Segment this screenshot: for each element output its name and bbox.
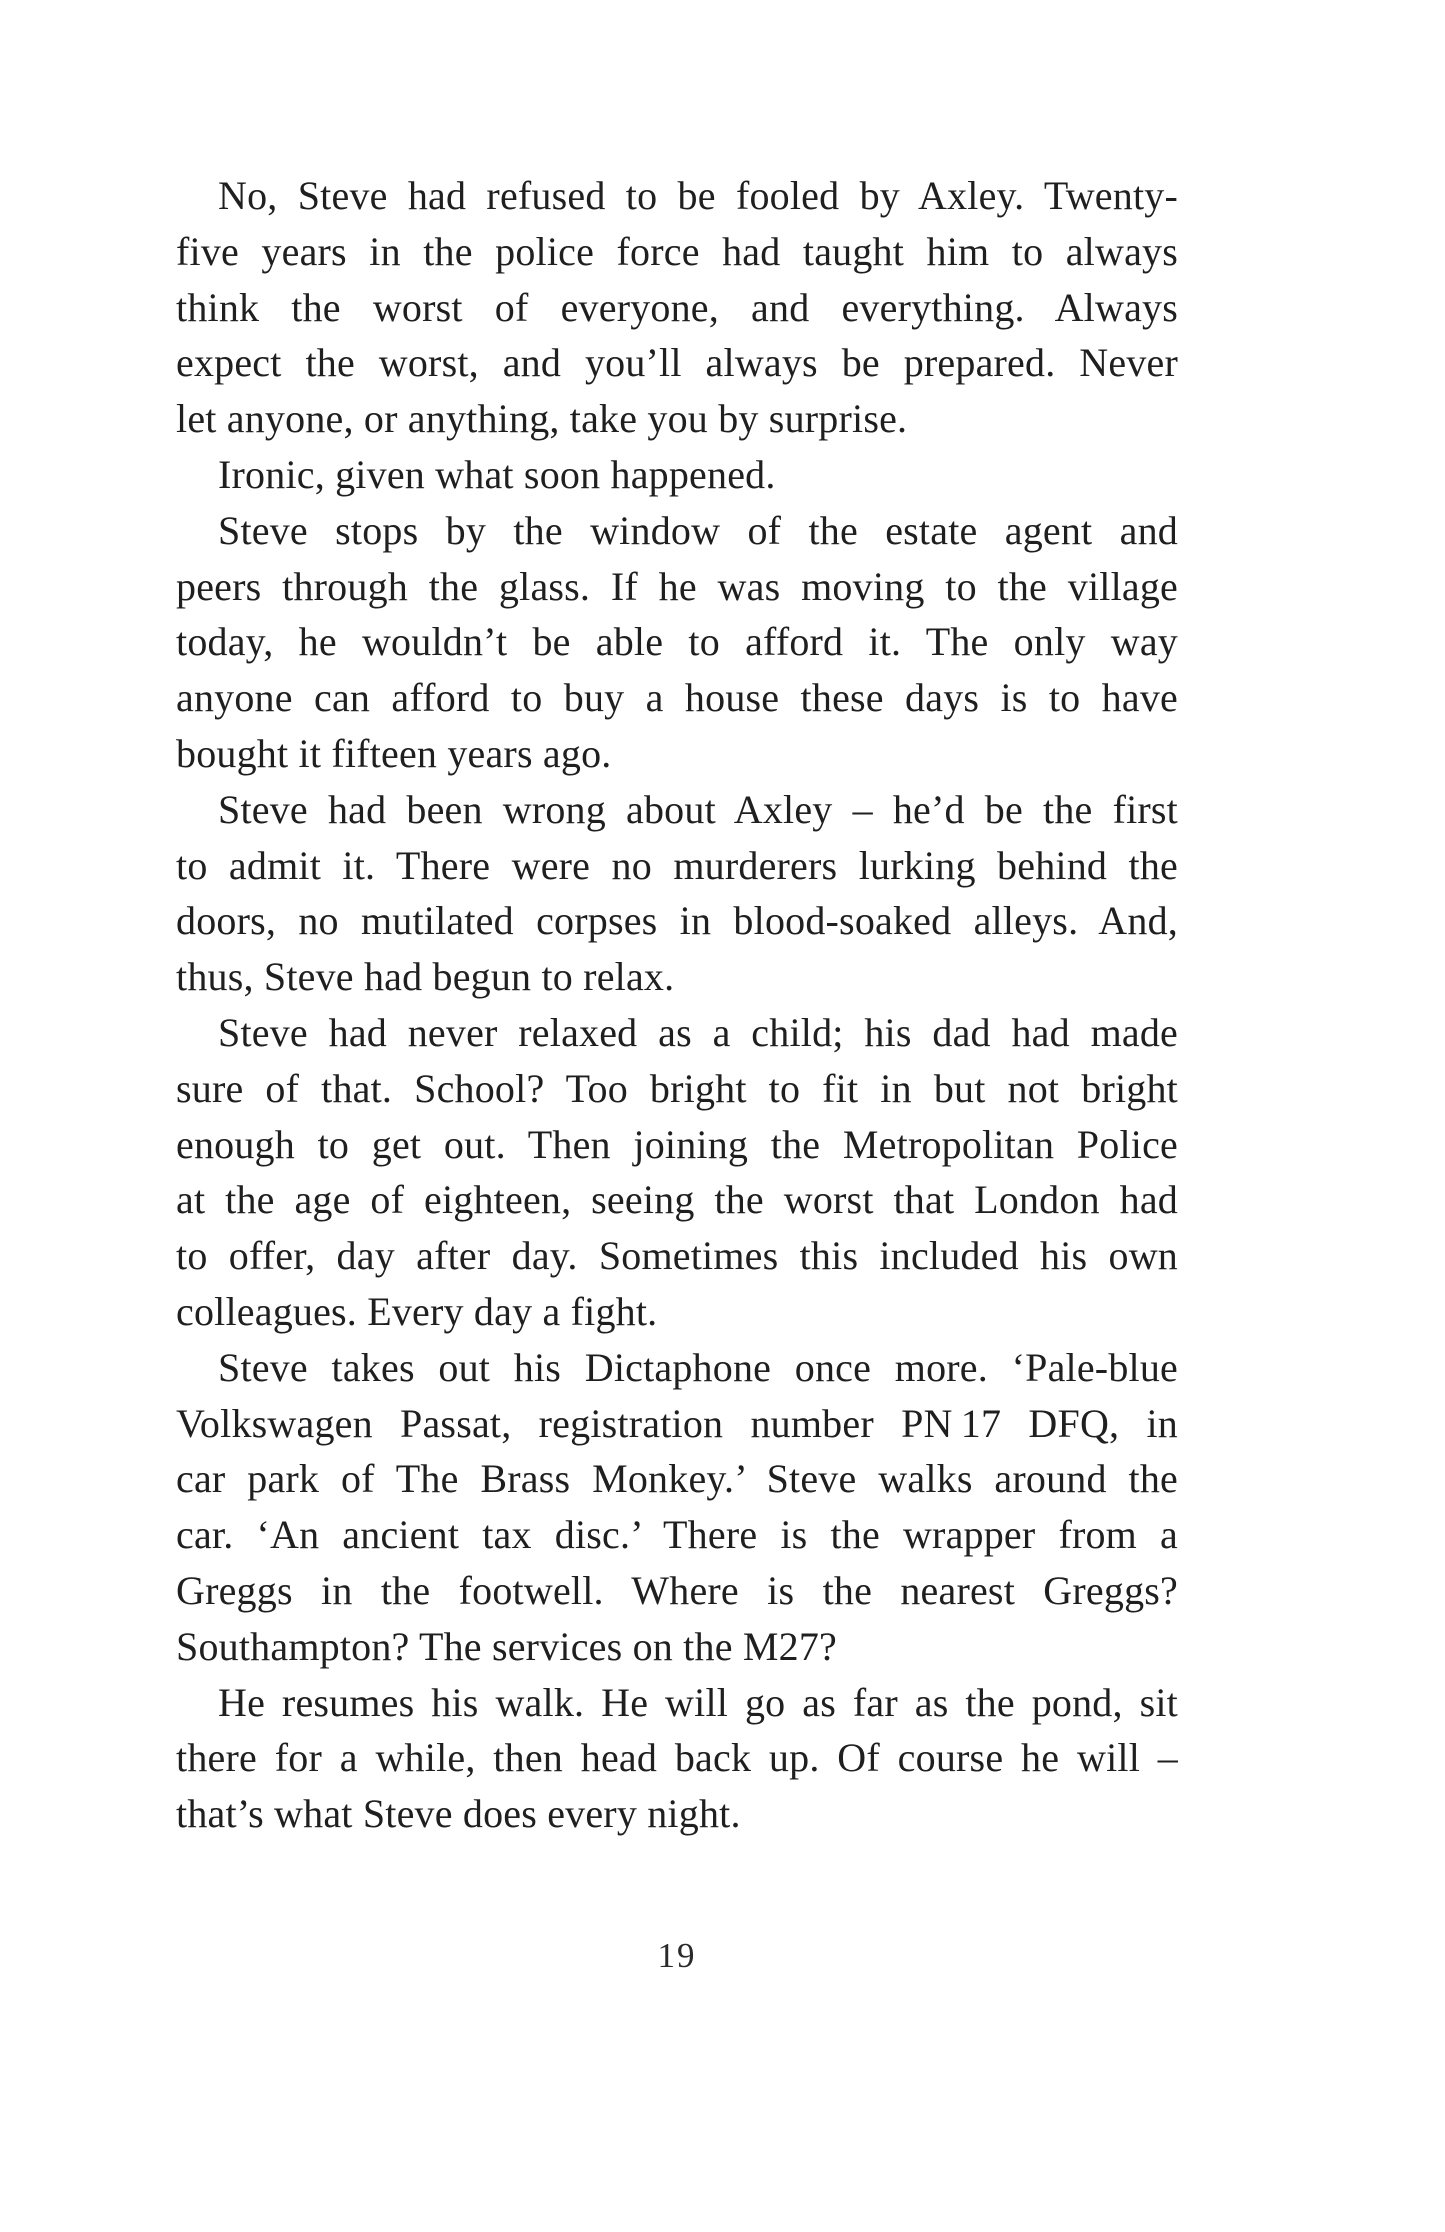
text-line: to admit it. There were no murderers lurking behind the <box>176 842 1178 888</box>
text-line: He resumes his walk. He will go as far as the pond, sit <box>218 1679 1178 1725</box>
page-text <box>176 168 1178 1842</box>
paragraph <box>176 168 1178 447</box>
text-line: peers through the glass. If he was moving to the village <box>176 563 1178 609</box>
text-line: bought it fifteen years ago. <box>176 730 612 776</box>
text-line: No, Steve had refused to be fooled by Axley. Twenty- <box>218 173 1178 218</box>
text-line: sure of that. School? Too bright to fit in but not bright <box>176 1065 1178 1111</box>
text-line: Ironic, given what soon happened. <box>218 451 776 497</box>
text-line: today, he wouldn’t be able to afford it. The only way <box>176 619 1178 665</box>
page-number: 19 <box>657 1936 697 1975</box>
text-line: at the age of eighteen, seeing the worst that London had <box>176 1177 1178 1223</box>
text-line: let anyone, or anything, take you by surprise. <box>176 396 908 442</box>
text-line: colleagues. Every day a fight. <box>176 1288 658 1334</box>
text-line: anyone can afford to buy a house these days is to have <box>176 675 1178 721</box>
text-line: Steve had never relaxed as a child; his dad had made <box>218 1009 1178 1055</box>
text-line: enough to get out. Then joining the Metropolitan Police <box>176 1121 1178 1167</box>
paragraph <box>176 1005 1178 1340</box>
text-line: Steve stops by the window of the estate agent and <box>218 507 1178 553</box>
text-line: expect the worst, and you’ll always be prepared. Never <box>176 340 1178 386</box>
paragraph <box>176 1675 1178 1842</box>
text-line: Southampton? The services on the M27? <box>176 1623 837 1669</box>
text-line: Greggs in the footwell. Where is the nearest Greggs? <box>176 1567 1178 1613</box>
text-line: Steve takes out his Dictaphone once more. ‘Pale-blue <box>218 1344 1178 1390</box>
text-line: Steve had been wrong about Axley – he’d be the first <box>218 786 1178 832</box>
text-line: car. ‘An ancient tax disc.’ There is the wrapper from a <box>176 1512 1178 1558</box>
paragraph <box>176 782 1178 1005</box>
paragraph <box>176 447 1178 503</box>
text-line: doors, no mutilated corpses in blood-soaked alleys. And, <box>176 898 1178 944</box>
text-line: thus, Steve had begun to relax. <box>176 954 675 1000</box>
text-line: Volkswagen Passat, registration number PN 17 DFQ, in <box>176 1400 1178 1446</box>
text-line: to offer, day after day. Sometimes this included his own <box>176 1233 1178 1279</box>
text-line: that’s what Steve does every night. <box>176 1791 741 1837</box>
text-line: there for a while, then head back up. Of course he will – <box>176 1735 1178 1781</box>
text-line: think the worst of everyone, and everything. Always <box>176 284 1178 330</box>
text-line: five years in the police force had taught him to always <box>176 228 1178 274</box>
text-line: car park of The Brass Monkey.’ Steve walks around the <box>176 1456 1178 1502</box>
paragraph <box>176 1340 1178 1675</box>
paragraph <box>176 503 1178 782</box>
